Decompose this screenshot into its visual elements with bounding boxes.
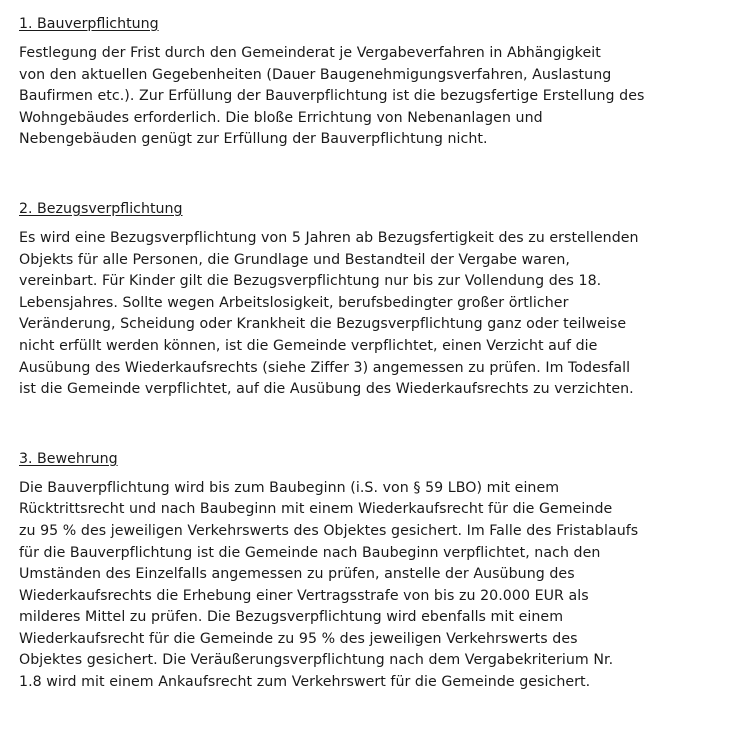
paragraph-line: Veränderung, Scheidung oder Krankheit die Bezugsverpflichtung ganz oder teilweise bbox=[19, 316, 627, 333]
paragraph-line: ist die Gemeinde verpflichtet, auf die Ausübung des Wiederkaufsrechts zu verzichten. bbox=[19, 381, 634, 398]
paragraph-line: zu 95 % des jeweiligen Verkehrswerts des Objektes gesichert. Im Falle des Fristablaufs bbox=[19, 522, 639, 539]
paragraph-line: Objekts für alle Personen, die Grundlage und Bestandteil der Vergabe waren, bbox=[19, 251, 570, 268]
section-paragraph bbox=[19, 228, 739, 401]
paragraph-line: nicht erfüllt werden können, ist die Gemeinde verpflichtet, einen Verzicht auf die bbox=[19, 337, 598, 354]
paragraph-line: für die Bauverpflichtung ist die Gemeinde nach Baubeginn verpflichtet, nach den bbox=[19, 544, 601, 561]
paragraph-line: Wohngebäudes erforderlich. Die bloße Errichtung von Nebenanlagen und bbox=[19, 109, 543, 126]
section-bauverpflichtung bbox=[19, 14, 739, 151]
paragraph-line: Baufirmen etc.). Zur Erfüllung der Bauverpflichtung ist die bezugsfertige Erstellung des bbox=[19, 88, 645, 105]
paragraph-line: Rücktrittsrecht und nach Baubeginn mit einem Wiederkaufsrecht für die Gemeinde bbox=[19, 501, 613, 518]
paragraph-line: Lebensjahres. Sollte wegen Arbeitslosigkeit, berufsbedingter großer örtlicher bbox=[19, 294, 569, 311]
paragraph-line: Wiederkaufsrechts die Erhebung einer Vertragsstrafe von bis zu 20.000 EUR als bbox=[19, 587, 589, 604]
section-heading: 3. Bewehrung bbox=[19, 450, 118, 467]
paragraph-line: milderes Mittel zu prüfen. Die Bezugsverpflichtung wird ebenfalls mit einem bbox=[19, 609, 564, 626]
paragraph-line: Es wird eine Bezugsverpflichtung von 5 Jahren ab Bezugsfertigkeit des zu erstellenden bbox=[19, 229, 639, 246]
section-spacer bbox=[19, 401, 739, 449]
section-paragraph bbox=[19, 478, 739, 694]
paragraph-line: Wiederkaufsrecht für die Gemeinde zu 95 % des jeweiligen Verkehrswerts des bbox=[19, 630, 578, 647]
paragraph-line: 1.8 wird mit einem Ankaufsrecht zum Verkehrswert für die Gemeinde gesichert. bbox=[19, 674, 591, 691]
paragraph-line: Die Bauverpflichtung wird bis zum Baubeginn (i.S. von § 59 LBO) mit einem bbox=[19, 479, 560, 496]
paragraph-line: Ausübung des Wiederkaufsrechts (siehe Ziffer 3) angemessen zu prüfen. Im Todesfall bbox=[19, 359, 631, 376]
paragraph-line: von den aktuellen Gegebenheiten (Dauer Baugenehmigungsverfahren, Auslastung bbox=[19, 66, 612, 83]
paragraph-line: Objektes gesichert. Die Veräußerungsverpflichtung nach dem Vergabekriterium Nr. bbox=[19, 652, 614, 669]
paragraph-line: Nebengebäuden genügt zur Erfüllung der Bauverpflichtung nicht. bbox=[19, 131, 488, 148]
section-bewehrung bbox=[19, 449, 739, 694]
paragraph-line: Festlegung der Frist durch den Gemeinderat je Vergabeverfahren in Abhängigkeit bbox=[19, 45, 601, 61]
section-heading: 1. Bauverpflichtung bbox=[19, 16, 159, 32]
paragraph-line: Umständen des Einzelfalls angemessen zu prüfen, anstelle der Ausübung des bbox=[19, 566, 575, 583]
section-paragraph bbox=[19, 43, 739, 151]
document-body bbox=[19, 14, 739, 694]
section-spacer bbox=[19, 151, 739, 199]
section-heading: 2. Bezugsverpflichtung bbox=[19, 200, 183, 217]
section-bezugsverpflichtung bbox=[19, 199, 739, 401]
paragraph-line: vereinbart. Für Kinder gilt die Bezugsverpflichtung nur bis zur Vollendung des 18. bbox=[19, 273, 602, 290]
